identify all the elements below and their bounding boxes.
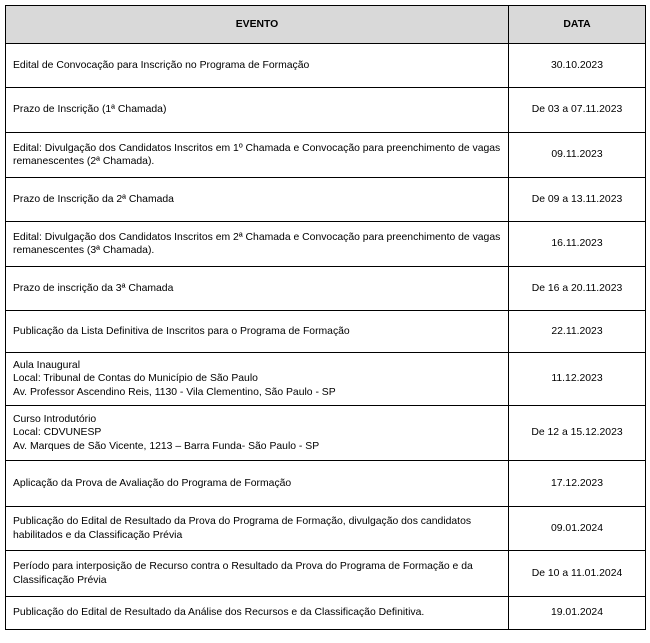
event-cell: Edital: Divulgação dos Candidatos Inscritos em 1º Chamada e Convocação para preenchimento de vagas remanescentes (2ª Chamada). xyxy=(6,133,509,178)
event-cell: Prazo de inscrição da 3ª Chamada xyxy=(6,267,509,311)
date-cell: De 16 a 20.11.2023 xyxy=(509,267,646,311)
event-cell: Aplicação da Prova de Avaliação do Programa de Formação xyxy=(6,461,509,507)
date-cell: De 12 a 15.12.2023 xyxy=(509,406,646,461)
table-row xyxy=(6,353,646,406)
table-row xyxy=(6,44,646,88)
event-cell: Curso Introdutório Local: CDVUNESP Av. Marques de São Vicente, 1213 – Barra Funda- São Paulo - SP xyxy=(6,406,509,461)
date-cell: 17.12.2023 xyxy=(509,461,646,507)
date-cell: De 03 a 07.11.2023 xyxy=(509,88,646,133)
table-row xyxy=(6,222,646,267)
column-header-data: DATA xyxy=(509,6,646,44)
event-cell: Aula Inaugural Local: Tribunal de Contas do Município de São Paulo Av. Professor Ascendino Reis, 1130 - Vila Clementino, São Paulo - SP xyxy=(6,353,509,406)
table-header-row xyxy=(6,6,646,44)
table-row xyxy=(6,267,646,311)
date-cell: 11.12.2023 xyxy=(509,353,646,406)
date-cell: 30.10.2023 xyxy=(509,44,646,88)
table-row xyxy=(6,311,646,353)
schedule-document xyxy=(5,5,645,630)
table-row xyxy=(6,406,646,461)
event-cell: Edital: Divulgação dos Candidatos Inscritos em 2ª Chamada e Convocação para preenchimento de vagas remanescentes (3ª Chamada). xyxy=(6,222,509,267)
event-cell: Edital de Convocação para Inscrição no Programa de Formação xyxy=(6,44,509,88)
date-cell: De 09 a 13.11.2023 xyxy=(509,178,646,222)
table-row xyxy=(6,551,646,597)
event-cell: Prazo de Inscrição da 2ª Chamada xyxy=(6,178,509,222)
table-row xyxy=(6,178,646,222)
date-cell: 19.01.2024 xyxy=(509,597,646,630)
date-cell: 22.11.2023 xyxy=(509,311,646,353)
column-header-evento: EVENTO xyxy=(6,6,509,44)
event-cell: Período para interposição de Recurso contra o Resultado da Prova do Programa de Formação e da Classificação Prévia xyxy=(6,551,509,597)
event-cell: Prazo de Inscrição (1ª Chamada) xyxy=(6,88,509,133)
schedule-table xyxy=(5,5,646,630)
date-cell: 09.01.2024 xyxy=(509,507,646,551)
date-cell: De 10 a 11.01.2024 xyxy=(509,551,646,597)
event-cell: Publicação do Edital de Resultado da Análise dos Recursos e da Classificação Definitiva. xyxy=(6,597,509,630)
table-row xyxy=(6,461,646,507)
table-row xyxy=(6,88,646,133)
event-cell: Publicação do Edital de Resultado da Prova do Programa de Formação, divulgação dos candidatos habilitados e da Classificação Prévia xyxy=(6,507,509,551)
table-row xyxy=(6,133,646,178)
date-cell: 16.11.2023 xyxy=(509,222,646,267)
table-row xyxy=(6,507,646,551)
event-cell: Publicação da Lista Definitiva de Inscritos para o Programa de Formação xyxy=(6,311,509,353)
date-cell: 09.11.2023 xyxy=(509,133,646,178)
table-row xyxy=(6,597,646,630)
